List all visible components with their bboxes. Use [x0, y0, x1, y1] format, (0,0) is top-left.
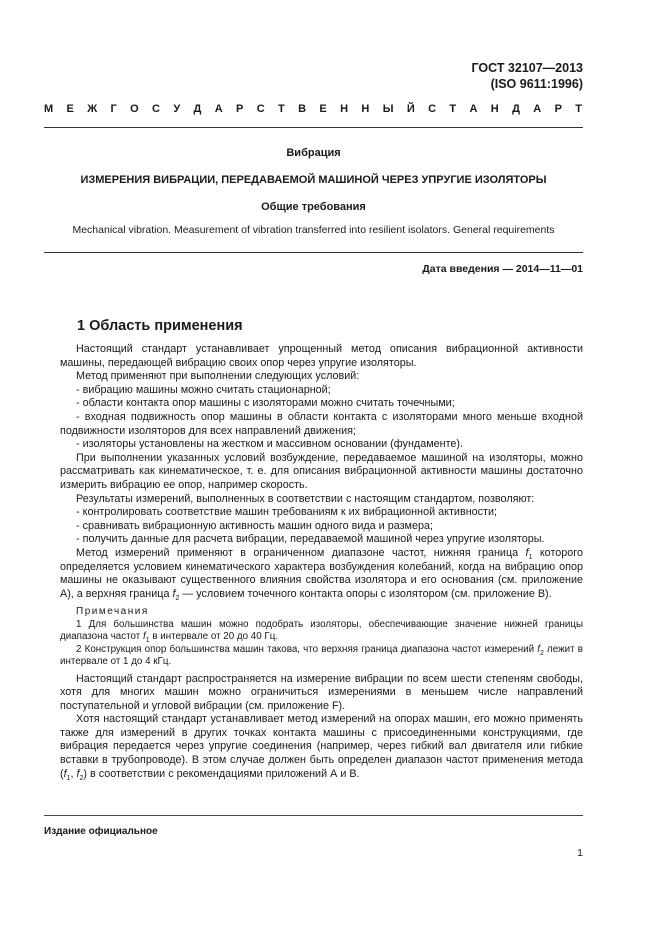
paragraph: Результаты измерений, выполненных в соответствии с настоящим стандартом, позволяют:	[76, 492, 535, 505]
list-item: - получить данные для расчета вибрации, передаваемой машиной через упругие изоляторы.	[76, 533, 545, 546]
list-item: - изоляторы установлены на жестком и массивном основании (фундаменте).	[76, 438, 464, 451]
list-item: - области контакта опор машины с изоляторами можно считать точечными;	[76, 397, 455, 410]
interstate-standard-label: М Е Ж Г О С У Д А Р С Т В Е Н Н Ы Й С Т А Н Д А Р Т	[44, 103, 583, 115]
introduction-date: Дата введения — 2014—11—01	[422, 263, 583, 275]
footer-divider	[44, 815, 583, 816]
paragraph-frequency-range: Метод измерений применяют в ограниченном диапазоне частот, нижняя граница $f_1$ которого определяется условием кинематического характера возбуждения колебаний, когда на вибрацию опор машины не оказывают существенного влияния свойства изолятора и его основания (см. приложение А), а верхняя граница $f_2$ — условием точечного контакта опоры с изолятором (см. приложение В).	[60, 546, 583, 602]
paragraph: Метод применяют при выполнении следующих условий:	[76, 370, 360, 383]
paragraph-application: Хотя настоящий стандарт устанавливает метод измерений на опорах машин, его можно применять также для измерений в других точках контакта машины с присоединенными конструкциями, где вибрация передается через упругие соединения (например, через гибкий вал двигателя или гибкие вставки в трубопроводе). В этом случае должен быть определен диапазон частот применения метода ($f_1$, $f_2$) в соответствии с рекомендациями приложений А и В.	[60, 713, 583, 782]
list-item: - вибрацию машины можно считать стационарной;	[76, 383, 331, 396]
page-number: 1	[577, 847, 583, 859]
edition-label: Издание официальное	[44, 826, 158, 837]
paragraph: Настоящий стандарт распространяется на измерение вибрации по всем шести степеням свободы, хотя для многих машин можно ограничиться измерениями в меньшем числе направлений поступательной и угловой вибрации (см. приложение F).	[60, 672, 583, 712]
header-divider	[44, 127, 583, 128]
note-1: 1 Для большинства машин можно подобрать изоляторы, обеспечивающие значение нижней границы диапазона частот $f_1$ в интервале от 20 до 40 Гц.	[60, 618, 583, 645]
section-heading: 1 Область применения	[77, 318, 243, 334]
paragraph: При выполнении указанных условий возбуждение, передаваемое машиной на изоляторы, можно рассматривать как кинематическое, т. е. для описания вибрационной активности машины достаточно измерить вибрацию ее опор, например скорость.	[60, 451, 583, 491]
title-sub: Общие требования	[261, 201, 366, 213]
gost-number: ГОСТ 32107—2013	[471, 61, 583, 75]
paragraph: Настоящий стандарт устанавливает упрощенный метод описания вибрационной активности машины, передающей вибрацию своих опор через упругие изоляторы.	[60, 343, 583, 369]
title-english: Mechanical vibration. Measurement of vibration transferred into resilient isolators. General requirements	[72, 224, 555, 236]
note-2: 2 Конструкция опор большинства машин такова, что верхняя граница диапазона частот измерений $f_2$ лежит в интервале от 1 до 4 кГц.	[60, 643, 583, 668]
list-item: - контролировать соответствие машин требованиям к их вибрационной активности;	[76, 506, 498, 519]
list-item: - сравнивать вибрационную активность машин одного вида и размера;	[76, 519, 433, 532]
title-topic: Вибрация	[286, 147, 341, 159]
section-body	[60, 343, 583, 781]
title-divider	[44, 252, 583, 253]
title-main: ИЗМЕРЕНИЯ ВИБРАЦИИ, ПЕРЕДАВАЕМОЙ МАШИНОЙ ЧЕРЕЗ УПРУГИЕ ИЗОЛЯТОРЫ	[80, 174, 547, 186]
iso-number: (ISO 9611:1996)	[490, 77, 583, 91]
document-designation	[471, 60, 583, 92]
notes-heading: Примечания	[76, 606, 149, 618]
list-item: - входная подвижность опор машины в области контакта с изоляторами много меньше входной подвижности изоляторов для всех направлений движения;	[60, 410, 583, 437]
